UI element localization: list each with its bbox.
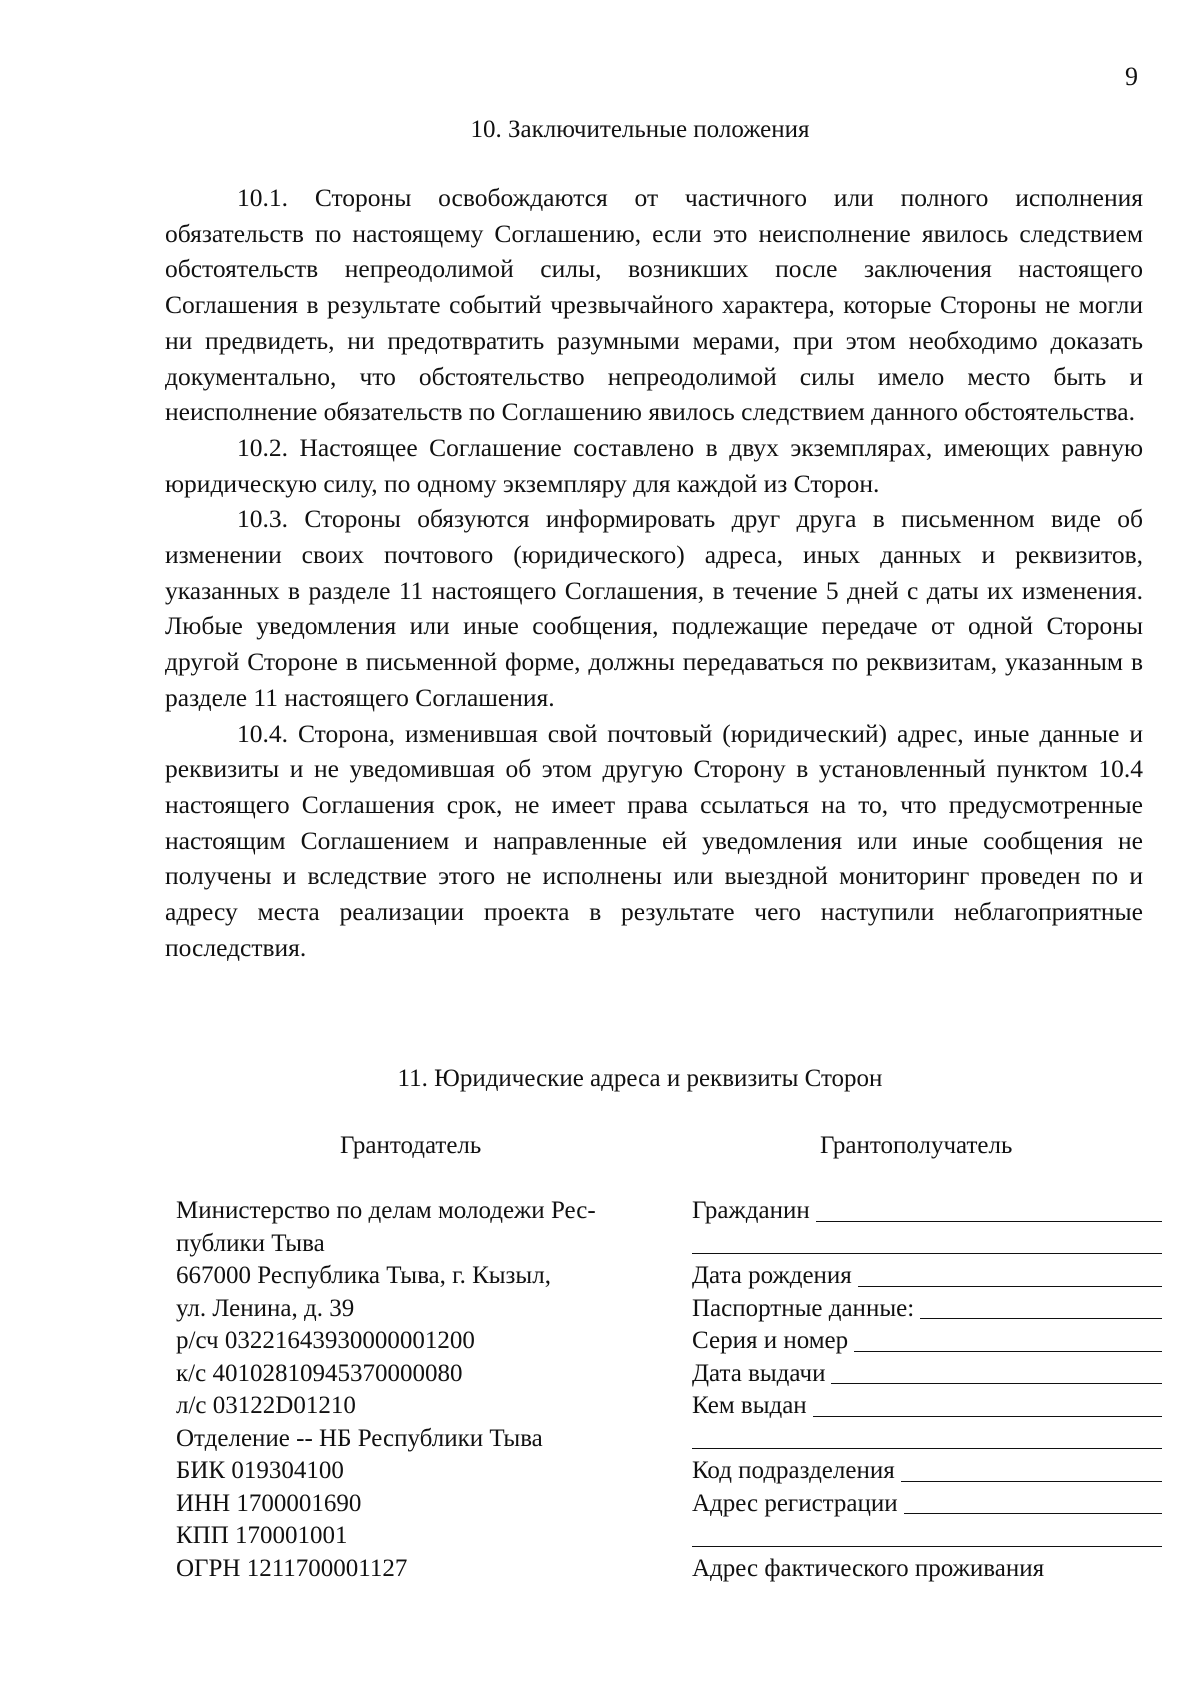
blank-field <box>692 1228 1162 1261</box>
blank-line <box>692 1447 1162 1449</box>
grantor-line: ул. Ленина, д. 39 <box>176 1294 355 1322</box>
passport-field <box>692 1293 1162 1326</box>
grantor-line: публики Тыва <box>176 1229 325 1257</box>
page-number: 9 <box>1125 62 1138 91</box>
series-number-field <box>692 1325 1162 1358</box>
issue-date-blank-line <box>831 1382 1162 1384</box>
issued-by-blank-line <box>813 1415 1162 1417</box>
division-code-label: Код подразделения <box>692 1457 895 1484</box>
issued-by-label: Кем выдан <box>692 1392 807 1419</box>
paragraph-10-2: 10.2. Настоящее Соглашение составлено в двух экземплярах, имеющих равную юридическую силу, по одному экземпляру для каждой из Сторон. <box>165 432 1143 498</box>
birth-date-blank-line <box>858 1285 1162 1287</box>
paragraph-10-1: 10.1. Стороны освобождаются от частичного или полного исполнения обязательств по настоящему Соглашению, если это неисполнение явилось следствием обстоятельств непреодолимой силы, возникших после заключения настоящего Соглашения в результате событий чрезвычайного характера, которые Стороны не могли ни предвидеть, ни предотвратить разумными мерами, при этом необходимо доказать документально, что обстоятельство непреодолимой силы имело место быть и неисполнение обязательств по Соглашению явилось следствием данного обстоятельства. <box>165 183 1143 427</box>
blank-field <box>692 1520 1162 1553</box>
grantor-line: БИК 019304100 <box>176 1457 344 1484</box>
grantee-details <box>692 1195 1162 1585</box>
grantee-heading: Грантополучатель <box>820 1132 1013 1159</box>
citizen-field <box>692 1195 1162 1228</box>
grantor-details <box>176 1195 656 1585</box>
grantor-line: Отделение -- НБ Республики Тыва <box>176 1424 543 1452</box>
grantor-line: р/сч 03221643930000001200 <box>176 1327 475 1354</box>
issued-by-field <box>692 1390 1162 1423</box>
grantor-line: ОГРН 1211700001127 <box>176 1554 408 1582</box>
grantor-line: КПП 170001001 <box>176 1522 348 1549</box>
section-10-body <box>165 180 1143 965</box>
grantor-line: Министерство по делам молодежи Рес- <box>176 1197 596 1224</box>
blank-line <box>692 1252 1162 1254</box>
issue-date-label: Дата выдачи <box>692 1359 826 1387</box>
blank-line <box>692 1545 1162 1547</box>
series-number-label: Серия и номер <box>692 1327 849 1354</box>
grantor-heading: Грантодатель <box>340 1132 482 1159</box>
reg-address-label: Адрес регистрации <box>692 1489 898 1517</box>
grantor-line: ИНН 1700001690 <box>176 1489 362 1517</box>
birth-date-field <box>692 1260 1162 1293</box>
birth-date-label: Дата рождения <box>692 1262 852 1289</box>
issue-date-field <box>692 1358 1162 1391</box>
citizen-label: Гражданин <box>692 1197 810 1224</box>
division-code-blank-line <box>901 1480 1162 1482</box>
reg-address-blank-line <box>904 1512 1162 1514</box>
actual-address-label: Адрес фактического проживания <box>692 1554 1045 1582</box>
division-code-field <box>692 1455 1162 1488</box>
grantor-line: к/с 40102810945370000080 <box>176 1359 463 1387</box>
paragraph-10-3: 10.3. Стороны обязуются информировать друг друга в письменном виде об изменении своих почтового (юридического) адреса, иных данных и реквизитов, указанных в разделе 11 настоящего Соглашения, в течение 5 дней с даты их изменения. Любые уведомления или иные сообщения, подлежащие передаче от одной Стороны другой Стороне в письменной форме, должны передаваться по реквизитам, указанным в разделе 11 настоящего Соглашения. <box>165 504 1143 712</box>
blank-field <box>692 1423 1162 1456</box>
passport-blank-line <box>920 1317 1162 1319</box>
grantor-line: л/с 03122D01210 <box>176 1392 356 1419</box>
citizen-blank-line <box>816 1220 1162 1222</box>
paragraph-10-4: 10.4. Сторона, изменившая свой почтовый (юридический) адрес, иные данные и реквизиты и не уведомившая об этом другую Сторону в установленный пунктом 10.4 настоящего Соглашения срок, не имеет права ссылаться на то, что предусмотренные настоящим Соглашением и направленные ей уведомления или иные сообщения не получены и вследствие этого не исполнены или выездной мониторинг проведен по и адресу места реализации проекта в результате чего наступили неблагоприятные последствия. <box>165 718 1143 962</box>
series-number-blank-line <box>854 1350 1162 1352</box>
grantor-line: 667000 Республика Тыва, г. Кызыл, <box>176 1262 551 1289</box>
section-10-title: 10. Заключительные положения <box>470 116 810 143</box>
passport-label: Паспортные данные: <box>692 1294 915 1322</box>
reg-address-field <box>692 1488 1162 1521</box>
section-11-title: 11. Юридические адреса и реквизиты Сторон <box>397 1065 883 1092</box>
actual-address-field <box>692 1553 1162 1586</box>
